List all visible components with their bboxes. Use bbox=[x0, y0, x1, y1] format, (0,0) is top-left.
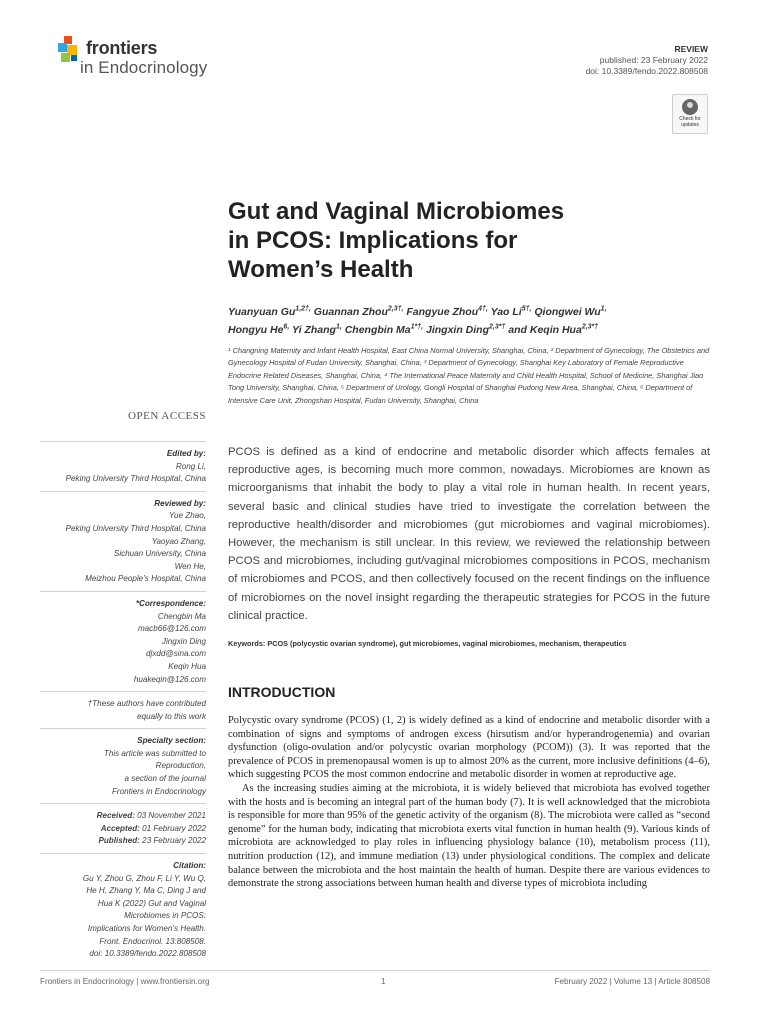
page-number: 1 bbox=[381, 977, 386, 986]
reviewer-line: Yue Zhao, bbox=[168, 511, 206, 521]
contribution-note bbox=[40, 698, 206, 723]
divider bbox=[40, 441, 206, 442]
correspondent-name: Keqin Hua bbox=[168, 661, 206, 671]
check-updates-label: Check for updates bbox=[679, 116, 701, 128]
section-heading-introduction: INTRODUCTION bbox=[228, 684, 336, 700]
article-title bbox=[228, 197, 688, 284]
published-date: published: 23 February 2022 bbox=[599, 55, 708, 65]
divider bbox=[40, 691, 206, 692]
sidebar bbox=[40, 436, 206, 965]
paragraph: Polycystic ovary syndrome (PCOS) (1, 2) is widely defined as a kind of endocrine and metabolic disorder with a combination of signs and symptoms of androgen excess (hirsutism and/or hyperandrogenemia) and ovarian dysfunction (oligo-ovulation and/or polycystic ovarian morphology (PCOM)) (3). It was reported that the prevalence of PCOS in premenopausal women is up to almost 20% as the current, more inclusive definitions (4–6), which suggesting PCOS the most common endocrine and metabolic disorder in women at reproductive age. bbox=[228, 715, 710, 781]
citation-line: Front. Endocrinol. 13:808508. bbox=[99, 936, 206, 946]
edited-by-label: Edited by: bbox=[166, 449, 206, 458]
brand-name: frontiers bbox=[86, 38, 158, 58]
article-meta bbox=[586, 44, 708, 77]
specialty-section bbox=[40, 735, 206, 798]
citation-line: Gu Y, Zhou G, Zhou F, Li Y, Wu Q, bbox=[82, 873, 206, 883]
keywords: Keywords: PCOS (polycystic ovarian syndrome), gut microbiomes, vaginal microbiomes, mechanism, therapeutics bbox=[228, 639, 627, 648]
author-list bbox=[228, 301, 708, 338]
citation-line: Hua K (2022) Gut and Vaginal bbox=[97, 898, 206, 908]
article-type: REVIEW bbox=[674, 44, 708, 54]
note-line: †These authors have contributed bbox=[87, 699, 206, 709]
reviewer-line: Yaoyao Zhang, bbox=[151, 536, 206, 546]
editor-affiliation: Peking University Third Hospital, China bbox=[65, 474, 206, 484]
citation-label: Citation: bbox=[173, 861, 206, 871]
specialty-line: Frontiers in Endocrinology bbox=[111, 786, 206, 796]
check-for-updates-button[interactable] bbox=[672, 94, 708, 134]
citation-line: Microbiomes in PCOS: bbox=[124, 911, 206, 921]
citation-line: He H, Zhang Y, Ma C, Ding J and bbox=[86, 886, 206, 896]
received-date: Received: 03 November 2021 bbox=[96, 811, 206, 821]
title-line: in PCOS: Implications for bbox=[228, 227, 518, 254]
open-access-label: OPEN ACCESS bbox=[128, 410, 206, 422]
paragraph: As the increasing studies aiming at the microbiota, it is widely believed that microbiota has evolved together with the hosts and is becoming an integral part of the human body (7). It is well acknowledged that the microbiota is responsible for more than 95% of the genetic activity of the organism (8). The microbiota were called as “second genome” for the human body, indicating that microbiota exerts vital function in human health (9). Various kinds of microbiota are acknowledged to play roles in influencing physiology balance (10), metabolism process (11), nutrition production (12), and immune mediation (13) under physiological conditions. The complex and delicate balance between the microbiota and the host maintain the health of human. Despite there are various evidences to demonstrate the strong associations between human health and diverse types of microbiota including bbox=[228, 782, 710, 890]
authors-line[interactable]: Hongyu $He^{6,}$ Yi Zhang$^{1,}$ Chengbin $Ma^{1*\dagger,}$ Jingxin Ding$^{2,3*\dagger}$ and Keqin Hua$^{2,3*\dagger}$ bbox=[228, 323, 599, 336]
abstract: PCOS is defined as a kind of endocrine and metabolic disorder which affects females at reproductive ages, is becoming much more common, nowadays. Microbiomes are known as microorganisms that inhabit the body to play a vital role in human health. In recent years, several basic and clinical studies have tried to investigate the correlation between the reproductive health/disorder and microbiomes (gut microbiomes and vaginal microbiomes). However, the mechanism is still unclear. In this review, we reviewed the relationship between PCOS and microbiomes, including gut/vaginal microbiomes compositions in PCOS, mechanism of microbiomes and PCOS, and then collectively focused on the recent findings on the influence of microbiomes on the novel insight regarding the therapeutic strategies for PCOS in the future clinical practice. bbox=[228, 446, 710, 622]
reviewed-by-label: Reviewed by: bbox=[154, 498, 206, 508]
accepted-date: Accepted: 01 February 2022 bbox=[100, 823, 206, 833]
edited-by bbox=[40, 448, 206, 486]
reviewer-line: Wen He, bbox=[174, 561, 206, 571]
citation-line: Implications for Women’s Health. bbox=[87, 924, 206, 933]
divider bbox=[40, 728, 206, 729]
doi-link[interactable]: doi: 10.3389/fendo.2022.808508 bbox=[585, 66, 708, 76]
citation bbox=[40, 860, 206, 961]
note-line: equally to this work bbox=[137, 711, 206, 721]
email-link[interactable]: huakeqin@126.com bbox=[133, 674, 206, 684]
specialty-line: Reproduction, bbox=[155, 761, 206, 771]
published-date-sidebar: Published: 23 February 2022 bbox=[98, 836, 206, 846]
check-updates-icon bbox=[682, 99, 698, 115]
correspondent-name: Jingxin Ding bbox=[161, 636, 206, 646]
divider bbox=[40, 803, 206, 804]
title-line: Gut and Vaginal Microbiomes bbox=[228, 198, 565, 225]
footer-divider bbox=[40, 970, 710, 971]
specialty-line: a section of the journal bbox=[124, 774, 206, 784]
specialty-label: Specialty section: bbox=[137, 736, 206, 746]
authors-line[interactable]: Yuanyuan $Gu^{1,2\dagger,}$ Guannan Zhou$^{2,3\dagger,}$ Fangyue Zhou$^{4\dagger,}$ Yao $Li^{5\dagger,}$ Qiongwei $Wu^{1,}$ bbox=[228, 305, 607, 318]
divider bbox=[40, 491, 206, 492]
divider bbox=[40, 591, 206, 592]
editor-name: Rong Li, bbox=[175, 461, 206, 471]
email-link[interactable]: macb66@126.com bbox=[137, 624, 206, 634]
journal-logo[interactable] bbox=[58, 34, 238, 84]
footer-journal-link[interactable]: Frontiers in Endocrinology | www.frontiersin.org bbox=[40, 977, 210, 986]
reviewer-line: Peking University Third Hospital, China bbox=[65, 523, 206, 533]
reviewer-line: Meizhou People’s Hospital, China bbox=[85, 574, 206, 584]
reviewed-by bbox=[40, 498, 206, 586]
journal-name: in Endocrinology bbox=[80, 58, 208, 77]
specialty-line: This article was submitted to bbox=[103, 748, 206, 758]
correspondence bbox=[40, 598, 206, 686]
frontiers-logo-icon bbox=[58, 36, 80, 64]
correspondence-label: *Correspondence: bbox=[135, 598, 206, 608]
footer-article-info: February 2022 | Volume 13 | Article 808508 bbox=[554, 977, 710, 986]
affiliations: ¹ Changning Maternity and Infant Health Hospital, East China Normal University, Shanghai, China, ² Department of Gynecology, The Obstetrics and Gynecology Hospital of Fudan University, Shanghai, China, ³ Department of Gynecology, Shanghai Key Laboratory of Female Reproductive Endocrine Related Diseases, Shanghai, China, ⁴ The International Peace Maternity and Child Health Hospital, School of Medicine, Shanghai Jiao Tong University, Shanghai, China, ⁵ Department of Urology, Gongli Hospital of Shanghai Pudong New Area, Shanghai, China, ⁶ Department of Intensive Care Unit, Zhongshan Hospital, Fudan University, Shanghai, China bbox=[228, 346, 710, 405]
reviewer-line: Sichuan University, China bbox=[113, 549, 206, 559]
introduction-body bbox=[228, 714, 710, 891]
title-line: Women’s Health bbox=[228, 256, 414, 283]
email-link[interactable]: djxdd@sina.com bbox=[146, 649, 206, 659]
article-dates bbox=[40, 810, 206, 848]
correspondent-name: Chengbin Ma bbox=[157, 611, 206, 621]
divider bbox=[40, 853, 206, 854]
citation-doi-link[interactable]: doi: 10.3389/fendo.2022.808508 bbox=[89, 949, 206, 959]
